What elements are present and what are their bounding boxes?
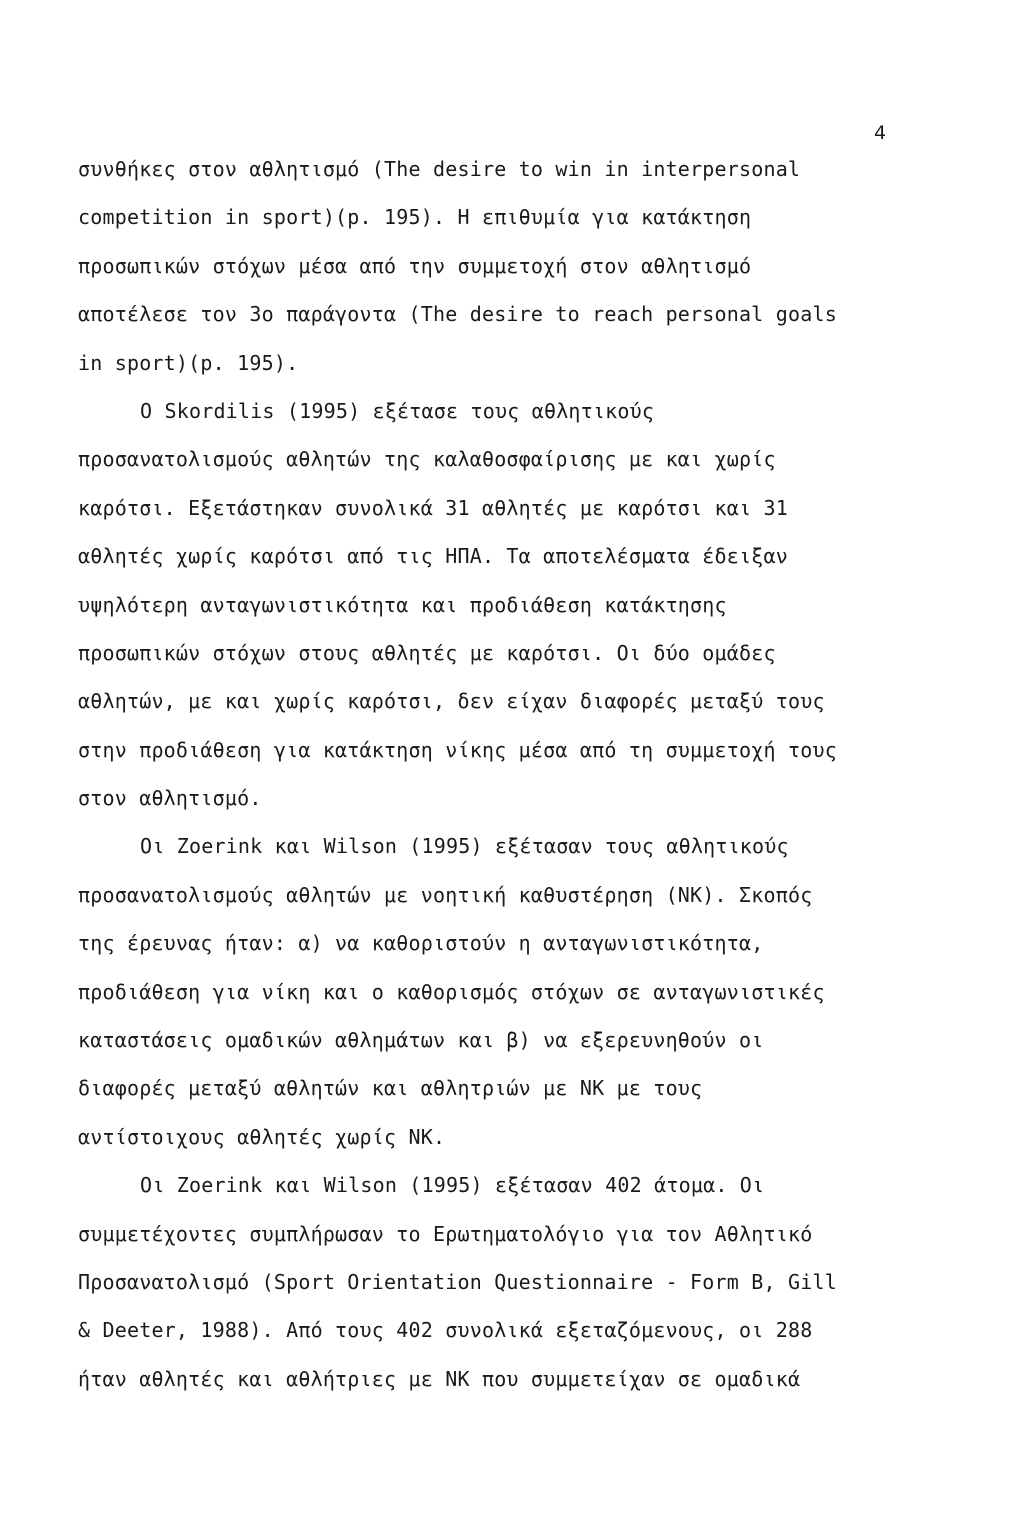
text-line: της έρευνας ήταν: α) να καθοριστούν η ανταγωνιστικότητα,: [78, 931, 764, 956]
text-line: Προσανατολισμό (Sport Orientation Questionnaire - Form B, Gill: [78, 1269, 837, 1294]
text-line: προδιάθεση για νίκη και ο καθορισμός στόχων σε ανταγωνιστικές: [78, 979, 825, 1004]
text-line: στην προδιάθεση για κατάκτηση νίκης μέσα από τη συμμετοχή τους: [78, 737, 837, 762]
text-line: διαφορές μεταξύ αθλητών και αθλητριών με ΝΚ με τους: [78, 1076, 703, 1101]
text-line: καρότσι. Εξετάστηκαν συνολικά 31 αθλητές με καρότσι και 31: [78, 495, 788, 520]
text-line: προσανατολισμούς αθλητών της καλαθοσφαίρισης με και χωρίς: [78, 447, 776, 472]
document-body: [78, 156, 998, 1414]
text-line: αθλητές χωρίς καρότσι από τις ΗΠΑ. Τα αποτελέσματα έδειξαν: [78, 544, 788, 569]
text-line: ήταν αθλητές και αθλήτριες με ΝΚ που συμμετείχαν σε ομαδικά: [78, 1366, 801, 1391]
text-line: καταστάσεις ομαδικών αθλημάτων και β) να εξερευνηθούν οι: [78, 1028, 764, 1053]
text-line: αποτέλεσε τον 3ο παράγοντα (The desire to reach personal goals: [78, 302, 837, 327]
text-line: συνθήκες στον αθλητισμό (The desire to win in interpersonal: [78, 157, 801, 181]
text-line: competition in sport)(p. 195). Η επιθυμία για κατάκτηση: [78, 205, 752, 230]
text-line: O Skordilis (1995) εξέτασε τους αθλητικούς: [140, 398, 655, 423]
text-line: στον αθλητισμό.: [78, 786, 262, 811]
text-line: συμμετέχοντες συμπλήρωσαν το Ερωτηματολόγιο για τον Αθλητικό: [78, 1221, 813, 1246]
page-number: 4: [874, 122, 887, 144]
text-line: in sport)(p. 195).: [78, 350, 299, 375]
text-line: & Deeter, 1988). Από τους 402 συνολικά εξεταζόμενους, οι 288: [78, 1318, 813, 1343]
text-line: αντίστοιχους αθλητές χωρίς ΝΚ.: [78, 1124, 446, 1149]
text-line: υψηλότερη ανταγωνιστικότητα και προδιάθεση κατάκτησης: [78, 592, 727, 617]
text-line: προσωπικών στόχων μέσα από την συμμετοχή στον αθλητισμό: [78, 253, 752, 278]
text-line: προσανατολισμούς αθλητών με νοητική καθυστέρηση (ΝΚ). Σκοπός: [78, 882, 813, 907]
text-line: Οι Zoerink και Wilson (1995) εξέτασαν 402 άτομα. Οι: [140, 1173, 765, 1198]
text-line: Οι Zoerink και Wilson (1995) εξέτασαν τους αθλητικούς: [140, 834, 789, 859]
text-line: προσωπικών στόχων στους αθλητές με καρότσι. Οι δύο ομάδες: [78, 640, 776, 665]
text-line: αθλητών, με και χωρίς καρότσι, δεν είχαν διαφορές μεταξύ τους: [78, 689, 825, 714]
